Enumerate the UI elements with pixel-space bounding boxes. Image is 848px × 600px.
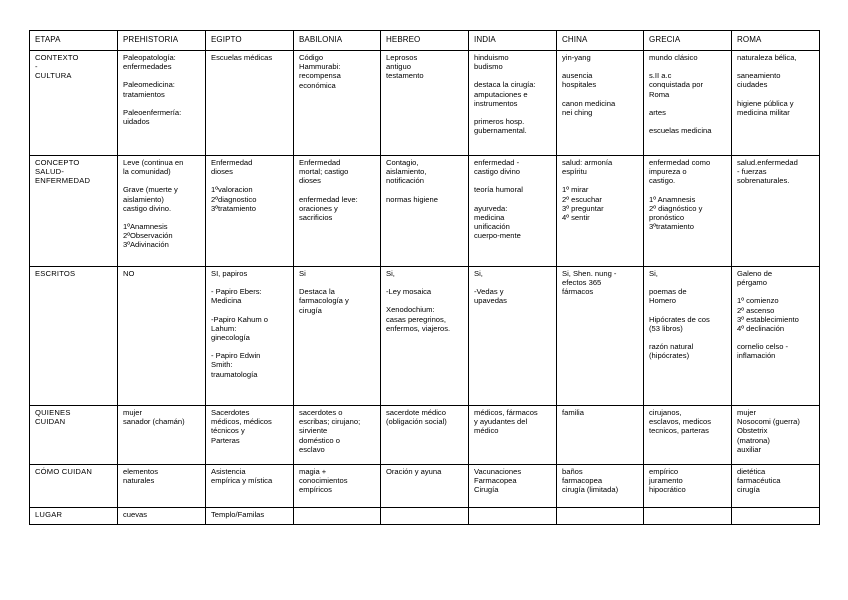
cell-grecia bbox=[644, 406, 732, 465]
cell-text: Oración y ayuna bbox=[386, 467, 442, 476]
cell-text: 1º mirar 2º escuchar 3º preguntar 4º sentir bbox=[562, 185, 604, 223]
cell-text: hinduismo budismo bbox=[474, 53, 509, 72]
header-prehistoria: PREHISTORIA bbox=[118, 31, 206, 51]
table-body bbox=[30, 51, 820, 525]
cell-text: Grave (muerte y aislamiento) castigo divino. bbox=[123, 185, 178, 213]
cell-roma bbox=[732, 465, 820, 508]
row-label-text: CONCEPTO SALUD- ENFERMEDAD bbox=[35, 158, 91, 186]
cell-roma bbox=[732, 508, 820, 525]
cell-hebreo bbox=[381, 508, 469, 525]
row-label-text: ESCRITOS bbox=[35, 269, 76, 278]
cell-egipto bbox=[206, 156, 294, 267]
cell-text: -Ley mosaica bbox=[386, 287, 432, 297]
cell-grecia bbox=[644, 51, 732, 156]
cell-text: Si bbox=[299, 269, 306, 278]
cell-babilonia bbox=[294, 406, 381, 465]
cell-babilonia bbox=[294, 508, 381, 525]
cell-hebreo bbox=[381, 267, 469, 406]
cell-text: salud: armonía espíritu bbox=[562, 158, 613, 177]
header-hebreo: HEBREO bbox=[381, 31, 469, 51]
cell-text: -Papiro Kahum o Lahum: ginecología bbox=[211, 314, 268, 343]
cell-text: empírico juramento hipocrático bbox=[649, 467, 686, 495]
cell-hebreo bbox=[381, 406, 469, 465]
header-india: INDIA bbox=[469, 31, 557, 51]
cell-text: poemas de Homero bbox=[649, 287, 687, 306]
header-china: CHINA bbox=[557, 31, 644, 51]
cell-babilonia bbox=[294, 51, 381, 156]
cell-china bbox=[557, 51, 644, 156]
cell-china bbox=[557, 406, 644, 465]
cell-text: Si, bbox=[474, 269, 483, 278]
row-label-text: CONTEXTO - CULTURA bbox=[35, 53, 79, 81]
cell-prehistoria bbox=[118, 406, 206, 465]
cell-text: mundo clásico bbox=[649, 53, 698, 62]
cell-text: NO bbox=[123, 269, 135, 278]
cell-text: Si, bbox=[649, 269, 658, 278]
cell-text: s.II a.c conquistada por Roma bbox=[649, 71, 704, 99]
cell-text: razón natural (hipócrates) bbox=[649, 342, 694, 361]
cell-roma bbox=[732, 156, 820, 267]
cell-prehistoria bbox=[118, 465, 206, 508]
cell-text: cornelio celso - inflamación bbox=[737, 342, 789, 361]
cell-hebreo bbox=[381, 51, 469, 156]
cell-prehistoria bbox=[118, 156, 206, 267]
cell-text: 1º comienzo 2º ascenso 3º establecimiento 4º declinación bbox=[737, 296, 799, 334]
cell-babilonia bbox=[294, 156, 381, 267]
row-label-text: CÓMO CUIDAN bbox=[35, 467, 93, 476]
cell-text: Hipócrates de cos (53 libros) bbox=[649, 314, 710, 333]
row-label bbox=[30, 267, 118, 406]
table-row bbox=[30, 508, 820, 525]
cell-grecia bbox=[644, 465, 732, 508]
cell-text: cirujanos, esclavos, medicos tecnicos, parteras bbox=[649, 408, 712, 436]
cell-text: sacerdote médico (obligación social) bbox=[386, 408, 447, 427]
cell-egipto bbox=[206, 508, 294, 525]
cell-text: Enfermedad dioses bbox=[211, 158, 253, 177]
cell-text: Leve (continua en la comunidad) bbox=[123, 158, 184, 177]
cell-text: Sacerdotes médicos, médicos técnicos y Parteras bbox=[211, 408, 272, 445]
cell-text: mujer sanador (chamán) bbox=[123, 408, 185, 427]
cell-india bbox=[469, 508, 557, 525]
cell-egipto bbox=[206, 465, 294, 508]
cell-text: enfermedad leve: oraciones y sacrificios bbox=[299, 194, 358, 223]
cell-text: cuevas bbox=[123, 510, 148, 519]
row-label-text: LUGAR bbox=[35, 510, 63, 519]
cell-india bbox=[469, 465, 557, 508]
cell-text: enfermedad - castigo divino bbox=[474, 158, 521, 177]
cell-india bbox=[469, 156, 557, 267]
cell-text: Asistencia empírica y mística bbox=[211, 467, 273, 486]
cell-text: Paleoenfermería: uidados bbox=[123, 107, 182, 127]
cell-roma bbox=[732, 406, 820, 465]
cell-text: naturaleza bélica, bbox=[737, 53, 797, 62]
cell-text: artes bbox=[649, 107, 666, 117]
history-nursing-table bbox=[29, 30, 820, 525]
row-label bbox=[30, 508, 118, 525]
row-label bbox=[30, 156, 118, 267]
cell-text: yin-yang bbox=[562, 53, 591, 62]
cell-text: Contagio, aislamiento, notificación bbox=[386, 158, 427, 186]
cell-text: teoría humoral bbox=[474, 185, 523, 195]
cell-roma bbox=[732, 51, 820, 156]
cell-text: primeros hosp. gubernamental. bbox=[474, 117, 527, 136]
cell-text: - Papiro Edwin Smith: traumatología bbox=[211, 351, 261, 379]
cell-text: normas higiene bbox=[386, 194, 438, 204]
cell-text: Paleopatología: enfermedades bbox=[123, 53, 176, 72]
cell-text: Escuelas médicas bbox=[211, 53, 273, 62]
cell-egipto bbox=[206, 267, 294, 406]
row-label-text: QUIENES CUIDAN bbox=[35, 408, 71, 427]
cell-china bbox=[557, 508, 644, 525]
cell-grecia bbox=[644, 156, 732, 267]
cell-china bbox=[557, 465, 644, 508]
table-row bbox=[30, 406, 820, 465]
cell-text: Paleomedicina: tratamientos bbox=[123, 80, 175, 99]
cell-text: salud.enfermedad - fuerzas sobrenaturales. bbox=[737, 158, 798, 186]
cell-text: médicos, fármacos y ayudantes del médico bbox=[474, 408, 538, 436]
cell-text: Si, bbox=[386, 269, 395, 278]
cell-text: escuelas medicina bbox=[649, 126, 712, 136]
row-label bbox=[30, 465, 118, 508]
cell-text: Leprosos antiguo testamento bbox=[386, 53, 424, 81]
cell-text: Vacunaciones Farmacopea Cirugía bbox=[474, 467, 522, 495]
cell-text: canon medicina nei ching bbox=[562, 98, 616, 117]
row-label bbox=[30, 406, 118, 465]
cell-text: higiene pública y medicina militar bbox=[737, 98, 794, 117]
cell-text: - Papiro Ebers: Medicina bbox=[211, 287, 262, 306]
cell-china bbox=[557, 156, 644, 267]
cell-prehistoria bbox=[118, 267, 206, 406]
cell-text: elementos naturales bbox=[123, 467, 159, 486]
table-row bbox=[30, 51, 820, 156]
cell-india bbox=[469, 267, 557, 406]
cell-text: Si, Shen. nung - efectos 365 fármacos bbox=[562, 269, 617, 297]
header-roma: ROMA bbox=[732, 31, 820, 51]
header-grecia: GRECIA bbox=[644, 31, 732, 51]
header-row bbox=[30, 31, 820, 51]
cell-text: SI, papiros bbox=[211, 269, 248, 278]
cell-text: -Vedas y upavedas bbox=[474, 287, 507, 306]
table-row bbox=[30, 267, 820, 406]
cell-text: 1ºvaloracion 2ºdiagnostico 3ºtratamiento bbox=[211, 185, 257, 213]
cell-text: Código Hammurabi: recompensa económica bbox=[299, 53, 341, 90]
cell-text: Enfermedad mortal; castigo dioses bbox=[299, 158, 349, 186]
cell-grecia bbox=[644, 508, 732, 525]
cell-text: 1º Anamnesis 2º diagnóstico y pronóstico 3ºtratamiento bbox=[649, 194, 703, 232]
row-label bbox=[30, 51, 118, 156]
cell-babilonia bbox=[294, 267, 381, 406]
cell-text: ayurveda: medicina unificación cuerpo-mente bbox=[474, 203, 521, 241]
cell-hebreo bbox=[381, 156, 469, 267]
cell-babilonia bbox=[294, 465, 381, 508]
header-babilonia: BABILONIA bbox=[294, 31, 381, 51]
cell-egipto bbox=[206, 51, 294, 156]
cell-text: sacerdotes o escribas; cirujano; sirviente doméstico o esclavo bbox=[299, 408, 361, 454]
cell-grecia bbox=[644, 267, 732, 406]
cell-text: familia bbox=[562, 408, 584, 417]
cell-prehistoria bbox=[118, 51, 206, 156]
cell-india bbox=[469, 51, 557, 156]
cell-text: 1ºAnamnesis 2ºObservación 3ºAdivinación bbox=[123, 222, 173, 250]
cell-text: enfermedad como impureza o castigo. bbox=[649, 158, 711, 186]
cell-text: magia + conocimientos empíricos bbox=[299, 467, 348, 495]
cell-text: Galeno de pérgamo bbox=[737, 269, 773, 288]
cell-text: baños farmacopea cirugía (limitada) bbox=[562, 467, 619, 495]
cell-roma bbox=[732, 267, 820, 406]
cell-text: destaca la cirugía: amputaciones e instrumentos bbox=[474, 80, 536, 108]
cell-text: mujer Nosocomi (guerra) Obstetrix (matrona) auxiliar bbox=[737, 408, 800, 454]
cell-text: dietética farmacéutica cirugía bbox=[737, 467, 781, 495]
cell-prehistoria bbox=[118, 508, 206, 525]
cell-text: Xenodochium: casas peregrinos, enfermos, viajeros. bbox=[386, 305, 451, 333]
header-etapa: ETAPA bbox=[30, 31, 118, 51]
cell-hebreo bbox=[381, 465, 469, 508]
cell-china bbox=[557, 267, 644, 406]
table-row bbox=[30, 465, 820, 508]
cell-text: saneamiento ciudades bbox=[737, 71, 781, 90]
header-egipto: EGIPTO bbox=[206, 31, 294, 51]
cell-egipto bbox=[206, 406, 294, 465]
cell-text: Templo/Familas bbox=[211, 510, 265, 519]
cell-text: Destaca la farmacología y cirugía bbox=[299, 287, 349, 315]
cell-text: ausencia hospitales bbox=[562, 71, 597, 90]
cell-india bbox=[469, 406, 557, 465]
table-row bbox=[30, 156, 820, 267]
